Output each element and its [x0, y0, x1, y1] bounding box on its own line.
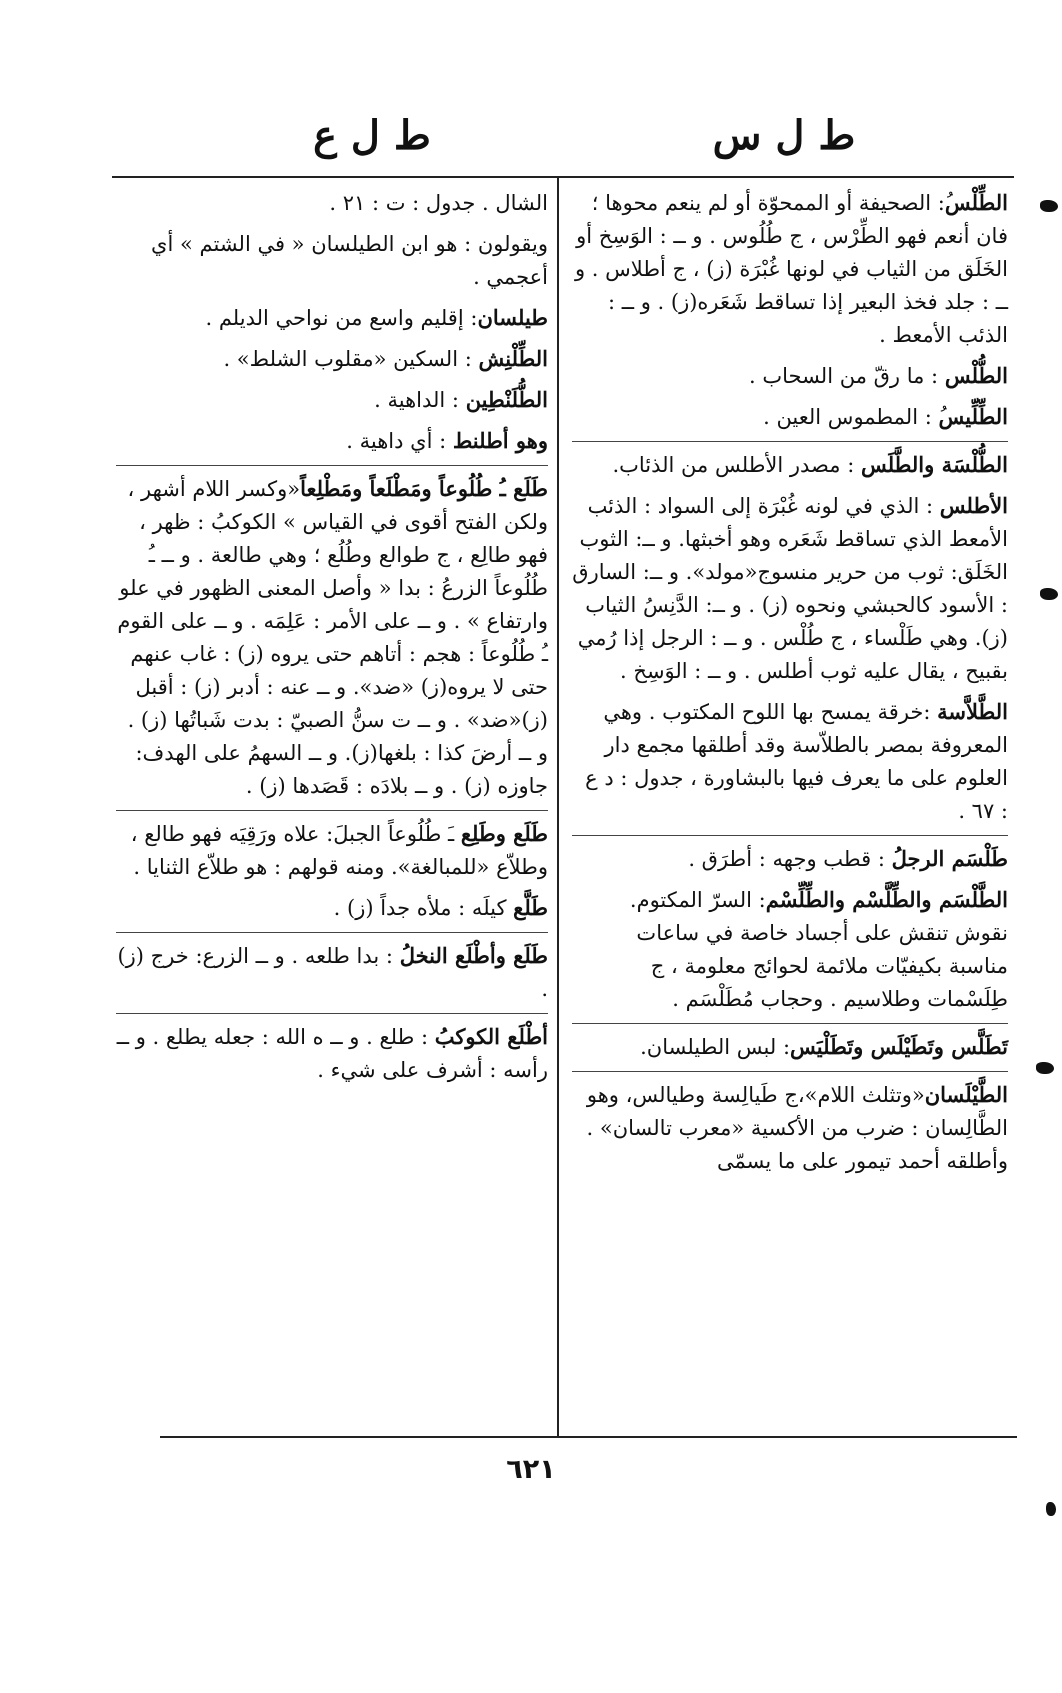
headword: تَطَلَّس وتَطَيْلَس وتَطَلْيَس: [790, 1034, 1008, 1059]
headword: الطُّلْس: [944, 363, 1008, 388]
entry: [572, 842, 1008, 876]
headword: الطِّلْس: [944, 190, 1008, 215]
definition: : بدا طلعه . و ــ الزرع: خرج (ز) .: [117, 944, 548, 1001]
margin-mark-1: [1040, 200, 1058, 212]
entry: [116, 301, 548, 335]
headword: الطِّلْنِش: [478, 346, 548, 371]
headword: طَلْسَم الرجلُ: [891, 846, 1008, 871]
headword: طَلَّع: [513, 895, 548, 920]
entry-separator: [572, 835, 1008, 836]
definition: ـَ طُلُوعاً الجبلَ: علاه ورَقِيَه فهو طالع ، وطلاّع «للمبالغة». ومنه قولهم : هو طلاّع الثنايا .: [130, 822, 548, 879]
definition: كيلَه : ملأه جداً (ز) .: [333, 896, 514, 920]
entry: [572, 489, 1008, 688]
right-column-header: ط ل س: [712, 112, 856, 159]
entry: [116, 383, 548, 417]
left-column-header: ط ل ع: [313, 112, 431, 159]
definition: : السرّ المكتوم. نقوش تنقش على أجساد خاصة في ساعات مناسبة بكيفيّات ملائمة لحوائج معلومة ، ج طِلَسْمات وطلاسيم . وحجاب مُطَلْسَم .: [629, 888, 1008, 1011]
definition: : مصدر الأطلس من الذئاب.: [612, 453, 861, 477]
headword: الطَّيْلَسان: [924, 1082, 1008, 1107]
page-number: ٦٢١: [506, 1454, 556, 1485]
entry: [116, 939, 548, 1006]
definition: : أي داهية .: [346, 429, 453, 453]
definition: : السكين «مقلوب الشلط» .: [223, 347, 479, 371]
entry-separator: [572, 1071, 1008, 1072]
entry: [116, 817, 548, 884]
entry-separator: [116, 1013, 548, 1014]
definition: : الذي في لونه غُبْرَة إلى السواد : الذئب الأمعط الذي تساقط شَعَره وهو أخبثها. و ــ: الثوب الخَلَق: ثوب من حرير منسوج«مولد». و ــ: السارق : الأسود كالحبشي ونحوه (ز) . و ــ: الدَّنِسُ الثياب (ز). وهي طَلْساء ، ج طُلْس . و ــ : الرجل إذا رُمي بقبيح ، يقال عليه ثوب أطلس . و ــ : الوَسِخ .: [572, 494, 1008, 683]
headword: الطُّلَنْطِين: [465, 387, 548, 412]
definition: : الداهية .: [374, 388, 466, 412]
entry: [572, 186, 1008, 352]
left-column: [116, 186, 548, 1094]
entry: [116, 1020, 548, 1087]
margin-mark-3: [1036, 1062, 1054, 1074]
top-rule: [112, 176, 1014, 178]
entry: [572, 1078, 1008, 1178]
entry: [572, 359, 1008, 393]
definition: : إقليم واسع من نواحي الديلم .: [205, 306, 478, 330]
entry: [572, 695, 1008, 828]
definition: ُ : المطموس العين .: [763, 405, 939, 429]
entry: [572, 448, 1008, 482]
headword: طَلَع ـُ طُلُوعاً ومَطْلَعاً ومَطْلِعاً: [300, 476, 548, 501]
column-divider: [557, 178, 559, 1436]
entry: [116, 424, 548, 458]
entry: [572, 400, 1008, 434]
definition: «وتثلث اللام»،ج طَيالِسة وطيالس، وهو الطَّالِسان : ضرب من الأكسية «معرب تالسان» . وأطلقه أحمد تيمور على ما يسمّى: [586, 1083, 1008, 1173]
headword: الطَّلاَّسة: [937, 699, 1008, 724]
right-column: [572, 186, 1008, 1185]
headword: الطُّلْسَة والطَّلَس: [860, 452, 1008, 477]
entry-separator: [572, 1023, 1008, 1024]
definition: : طلع . و ــ ه الله : جعله يطلع . و ــ رأسه : أشرف على شيء .: [116, 1025, 548, 1082]
entry-separator: [116, 932, 548, 933]
headword: طَلَع وأطْلَع النخلُ: [399, 943, 548, 968]
entry: [572, 1030, 1008, 1064]
definition: : ما رقّ من السحاب .: [749, 364, 945, 388]
definition: : لبس الطيلسان.: [640, 1035, 791, 1059]
headword: أطْلَع الكوكبُ: [434, 1024, 548, 1049]
headword: طَلَع وطَلِع: [460, 821, 548, 846]
headword: طيلسان: [477, 305, 548, 330]
definition: الشال . جدول : ت : ٢١ .: [329, 191, 548, 215]
definition: ويقولون : هو ابن الطيلسان « في الشتم » أي أعجمي .: [151, 232, 548, 289]
definition: :خرقة يمسح بها اللوح المكتوب . وهي المعروفة بمصر بالطلاّسة وقد أطلقها مجمع دار العلوم على ما يعرف فيها بالبشاورة ، جدول : د ع : ٦٧ .: [585, 700, 1008, 823]
entry: [572, 883, 1008, 1016]
definition: : قطب وجهه : أطرَق .: [688, 847, 892, 871]
bottom-rule: [160, 1436, 1017, 1438]
entry: [116, 891, 548, 925]
entry-separator: [116, 465, 548, 466]
entry: [116, 227, 548, 294]
entry: [116, 472, 548, 803]
headword: وهو أطلنط: [452, 428, 548, 453]
definition: «وكسر اللام أشهر ، ولكن الفتح أقوى في القياس » الكوكبُ : ظهر ، فهو طالِع ، ج طوالع وطُلُع ؛ وهي طالعة . و ــ ـُ طُلُوعاً الزرعُ : بدا « وأصل المعنى الظهور في علو وارتفاع » . و ــ على الأمر : عَلِمَه . و ــ على القوم ـُ طُلُوعاً : هجم : أتاهم حتى يروه (ز) : غاب عنهم حتى لا يروه(ز) «ضد». و ــ عنه : أدبر (ز) : أقبل (ز)«ضد» . و ــ ت سنُّ الصبيّ : بدت شَباتُها (ز) . و ــ أرضَ كذا : بلغها(ز). و ــ السهمُ على الهدف: جاوزه (ز) . و ــ بلادَه : قَصَدها (ز) .: [117, 477, 548, 798]
headword: الطِّلِّيس: [938, 404, 1008, 429]
entry: [116, 342, 548, 376]
entry-separator: [116, 810, 548, 811]
definition: ُ: الصحيفة أو الممحوّة أو لم ينعم محوها ؛ فان أنعم فهو الطِّرْس ، ج طُلُوس . و ــ : الوَسِخ أو الخَلَق من الثياب في لونها غُبْرَة (ز) ، ج أطلاس . و ــ : جلد فخذ البعير إذا تساقط شَعَره(ز) . و ــ : الذئب الأمعط .: [574, 191, 1008, 347]
margin-mark-4: [1046, 1502, 1056, 1516]
entry: [116, 186, 548, 220]
headword: الأطلس: [939, 493, 1008, 518]
entry-separator: [572, 441, 1008, 442]
headword: الطَّلْسَم والطِّلَّسْم والطِّلِّسْم: [765, 887, 1008, 912]
margin-mark-2: [1040, 588, 1058, 600]
